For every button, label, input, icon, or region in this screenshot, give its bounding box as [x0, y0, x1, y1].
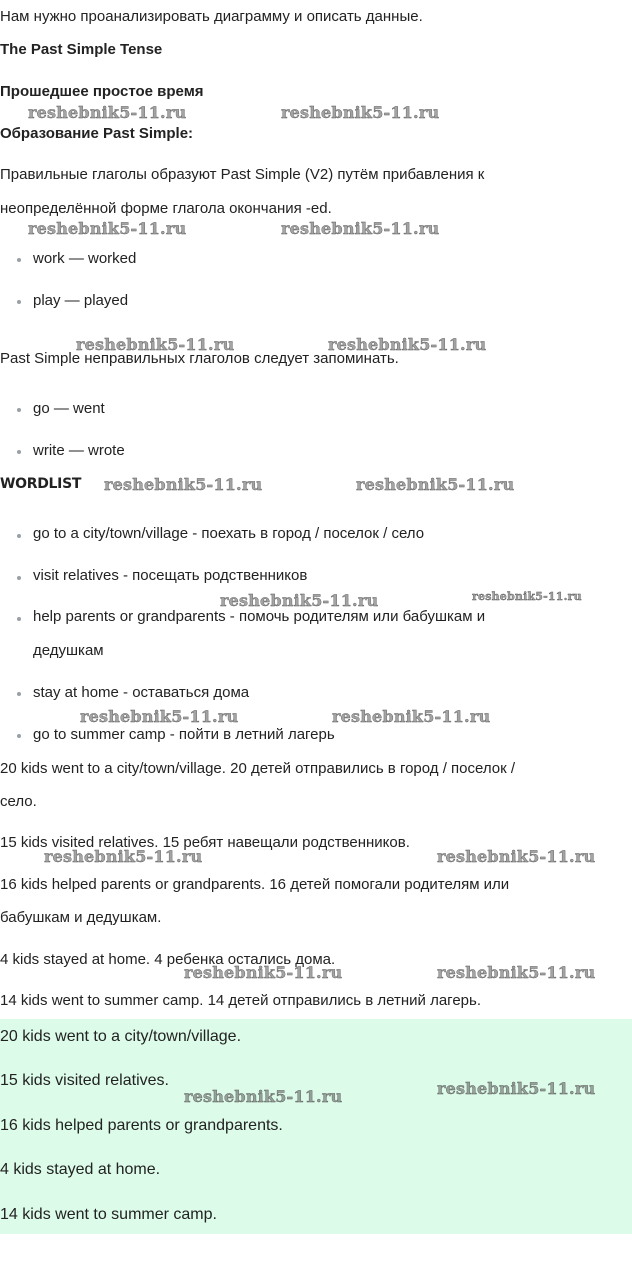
answer-line: 4 kids stayed at home.	[0, 1161, 161, 1178]
sentence: 15 kids visited relatives. 15 ребят навещали родственников.	[0, 834, 410, 851]
formation-heading: Образование Past Simple:	[0, 125, 194, 142]
bullet-icon	[17, 734, 21, 738]
watermark: reshebnik5-11.ru	[76, 335, 235, 354]
list-item: visit relatives - посещать родственников	[33, 567, 308, 584]
watermark: reshebnik5-11.ru	[281, 103, 440, 122]
bullet-icon	[17, 692, 21, 696]
list-item: help parents or grandparents - помочь родителям или бабушкам и	[33, 608, 486, 625]
list-item: stay at home - оставаться дома	[33, 684, 250, 701]
answer-box	[0, 1019, 632, 1234]
sentence: 4 kids stayed at home. 4 ребенка остались дома.	[0, 951, 336, 968]
list-item: go — went	[33, 400, 105, 417]
watermark: reshebnik5-11.ru	[184, 1087, 343, 1106]
regular-rule-line1: Правильные глаголы образуют Past Simple (V2) путём прибавления к	[0, 166, 485, 183]
answer-line: 15 kids visited relatives.	[0, 1072, 169, 1089]
watermark: reshebnik5-11.ru	[220, 591, 379, 610]
sentence-continuation: село.	[0, 793, 37, 810]
watermark: reshebnik5-11.ru	[44, 847, 203, 866]
sentence: 20 kids went to a city/town/village. 20 детей отправились в город / поселок /	[0, 760, 516, 777]
answer-line: 16 kids helped parents or grandparents.	[0, 1117, 283, 1134]
regular-rule-line2: неопределённой форме глагола окончания -ed.	[0, 200, 332, 217]
sentence-continuation: бабушкам и дедушкам.	[0, 909, 162, 926]
watermark: reshebnik5-11.ru	[437, 963, 596, 982]
list-item: play — played	[33, 292, 129, 309]
sentence: 14 kids went to summer camp. 14 детей отправились в летний лагерь.	[0, 992, 481, 1009]
watermark: reshebnik5-11.ru	[437, 847, 596, 866]
bullet-icon	[17, 617, 21, 621]
sentence: 16 kids helped parents or grandparents. 16 детей помогали родителям или	[0, 876, 510, 893]
intro-text: Нам нужно проанализировать диаграмму и описать данные.	[0, 8, 423, 25]
watermark: reshebnik5-11.ru	[184, 963, 343, 982]
bullet-icon	[17, 258, 21, 262]
watermark: reshebnik5-11.ru	[281, 219, 440, 238]
watermark: reshebnik5-11.ru	[104, 475, 263, 494]
watermark: reshebnik5-11.ru	[328, 335, 487, 354]
bullet-icon	[17, 576, 21, 580]
watermark: reshebnik5-11.ru	[28, 219, 187, 238]
bullet-icon	[17, 408, 21, 412]
list-item: write — wrote	[33, 442, 125, 459]
title-english: The Past Simple Tense	[0, 41, 163, 58]
watermark: reshebnik5-11.ru	[28, 103, 187, 122]
list-item: go to summer camp - пойти в летний лагерь	[33, 726, 335, 743]
irregular-rule: Past Simple неправильных глаголов следует запоминать.	[0, 350, 399, 367]
watermark: reshebnik5-11.ru	[437, 1079, 596, 1098]
watermark: reshebnik5-11.ru	[332, 707, 491, 726]
watermark: reshebnik5-11.ru	[472, 590, 582, 603]
bullet-icon	[17, 300, 21, 304]
bullet-icon	[17, 450, 21, 454]
answer-line: 20 kids went to a city/town/village.	[0, 1028, 242, 1045]
title-russian: Прошедшее простое время	[0, 83, 204, 100]
wordlist-heading: WORDLIST	[0, 476, 82, 492]
watermark: reshebnik5-11.ru	[356, 475, 515, 494]
list-item: go to a city/town/village - поехать в город / поселок / село	[33, 525, 425, 542]
watermark: reshebnik5-11.ru	[80, 707, 239, 726]
list-item-continuation: дедушкам	[33, 642, 104, 659]
answer-line: 14 kids went to summer camp.	[0, 1206, 217, 1223]
bullet-icon	[17, 534, 21, 538]
list-item: work — worked	[33, 250, 137, 267]
